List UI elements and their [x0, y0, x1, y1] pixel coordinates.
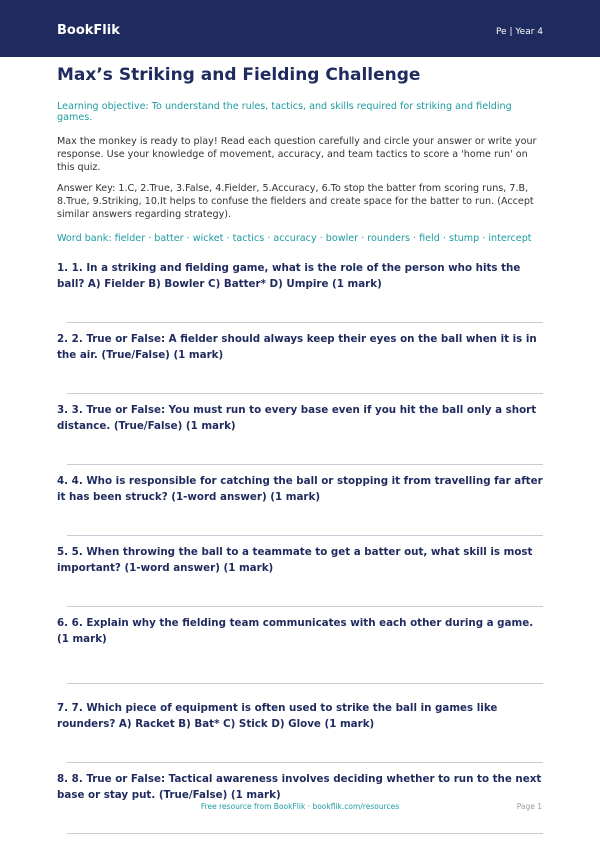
answer-key: Answer Key: 1.C, 2.True, 3.False, 4.Fielder, 5.Accuracy, 6.To stop the batter from scoring runs, 7.B, 8.True, 9.Striking, 10.It helps to confuse the fielders and create space for the batter to run. (Accept similar answers regarding strategy). — [57, 183, 534, 220]
page-title: Max’s Striking and Fielding Challenge — [57, 65, 421, 85]
page-header — [0, 0, 600, 57]
question-1: 1. 1. In a striking and fielding game, what is the role of the person who hits the ball? A) Fielder B) Bowler C) Batter* D) Umpire (1 mark) — [57, 262, 521, 290]
question-5: 5. 5. When throwing the ball to a teammate to get a batter out, what skill is most important? (1-word answer) (1 mark) — [57, 546, 533, 574]
answer-line[interactable] — [67, 833, 543, 834]
question-3: 3. 3. True or False: You must run to every base even if you hit the ball only a short distance. (True/False) (1 mark) — [57, 404, 537, 432]
intro-text: Max the monkey is ready to play! Read each question carefully and circle your answer or write your response. Use your knowledge of movement, accuracy, and team tactics to score a 'home run' on this quiz. — [57, 136, 537, 173]
answer-line[interactable] — [67, 464, 543, 465]
footer-link[interactable]: Free resource from BookFlik · bookflik.com/resources — [200, 802, 400, 811]
answer-line[interactable] — [67, 535, 543, 536]
subject-year-label: Pe | Year 4 — [495, 27, 543, 37]
word-bank: Word bank: fielder · batter · wicket · tactics · accuracy · bowler · rounders · field · stump · intercept — [57, 233, 532, 244]
answer-line[interactable] — [67, 322, 543, 323]
question-8: 8. 8. True or False: Tactical awareness involves deciding whether to run to the next base or stay put. (True/False) (1 mark) — [57, 773, 542, 801]
page-number: Page 1 — [516, 802, 542, 811]
question-4: 4. 4. Who is responsible for catching the ball or stopping it from travelling far after it has been struck? (1-word answer) (1 mark) — [57, 475, 543, 503]
answer-line[interactable] — [67, 606, 543, 607]
question-7: 7. 7. Which piece of equipment is often used to strike the ball in games like rounders? A) Racket B) Bat* C) Stick D) Glove (1 mark) — [57, 702, 498, 730]
learning-objective: Learning objective: To understand the rules, tactics, and skills required for striking and fielding games. — [57, 101, 512, 123]
answer-line[interactable] — [67, 393, 543, 394]
answer-line[interactable] — [67, 683, 543, 684]
question-6: 6. 6. Explain why the fielding team communicates with each other during a game. (1 mark) — [57, 617, 534, 645]
question-2: 2. 2. True or False: A fielder should always keep their eyes on the ball when it is in the air. (True/False) (1 mark) — [57, 333, 537, 361]
answer-line[interactable] — [67, 762, 543, 763]
brand-logo[interactable]: BookFlik — [57, 23, 120, 38]
worksheet-content — [57, 65, 543, 834]
